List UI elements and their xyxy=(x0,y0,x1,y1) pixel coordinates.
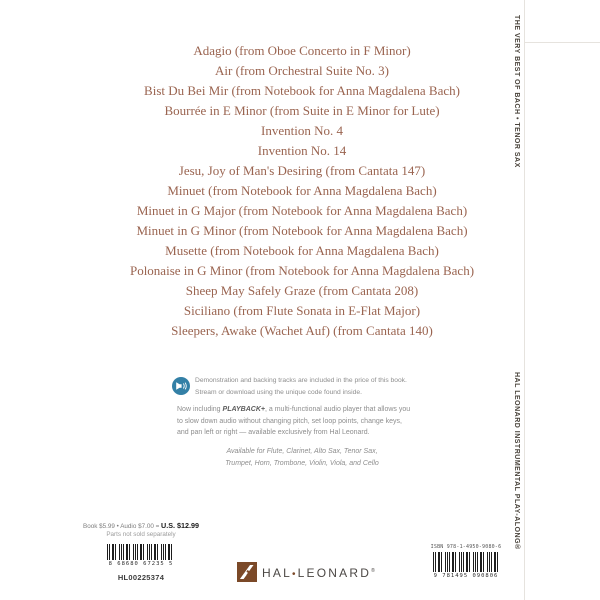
playback-brand: PLAYBACK+ xyxy=(222,406,265,413)
song-title: Musette (from Notebook for Anna Magdalena Bach) xyxy=(165,243,439,258)
upc-barcode-digits: 8 68680 67235 5 xyxy=(108,561,174,567)
song-title: Bist Du Bei Mir (from Notebook for Anna Magdalena Bach) xyxy=(144,83,460,98)
availability-note xyxy=(40,446,564,469)
logo-text-leonard: LEONARD xyxy=(297,566,372,580)
hal-leonard-logo xyxy=(237,562,375,584)
isbn-block xyxy=(416,544,516,579)
song-title: Minuet in G Minor (from Notebook for Anna Magdalena Bach) xyxy=(136,223,468,238)
availability-line: Trumpet, Horn, Trombone, Violin, Viola, and Cello xyxy=(225,459,379,467)
song-title: Siciliano (from Flute Sonata in E-Flat Major) xyxy=(183,303,421,318)
registered-mark: ® xyxy=(371,568,375,574)
song-title: Adagio (from Oboe Concerto in F Minor) xyxy=(193,43,411,58)
song-title: Minuet in G Major (from Notebook for Anna Magdalena Bach) xyxy=(136,203,468,218)
price-total: U.S. $12.99 xyxy=(161,521,199,530)
logo-dot: • xyxy=(291,569,298,580)
playback-suffix: , a multi-functional audio player that allows you xyxy=(265,406,411,413)
cover-edge-line xyxy=(524,0,525,600)
upc-barcode xyxy=(107,544,175,567)
catalog-number: HL00225374 xyxy=(117,573,165,582)
ean-barcode-bars xyxy=(433,552,499,572)
isbn-label: ISBN 978-1-4950-9080-6 xyxy=(430,544,502,550)
playback-note-line: to slow down audio without changing pitch, set loop points, change keys, xyxy=(177,417,402,425)
audio-note xyxy=(195,375,407,399)
song-title: Minuet (from Notebook for Anna Magdalena Bach) xyxy=(167,183,437,198)
price-regular: Book $5.99 • Audio $7.00 = xyxy=(83,523,162,530)
hal-leonard-logo-text xyxy=(262,566,375,580)
audio-speaker-icon xyxy=(172,377,190,395)
song-title: Bourrée in E Minor (from Suite in E Minor for Lute) xyxy=(164,103,440,118)
spine-title-text: THE VERY BEST OF BACH • TENOR SAX xyxy=(513,15,520,168)
audio-note-line: Stream or download using the unique code found inside. xyxy=(195,389,362,396)
song-title: Sleepers, Awake (Wachet Auf) (from Cantata 140) xyxy=(171,323,433,338)
song-title: Jesu, Joy of Man's Desiring (from Cantata 147) xyxy=(178,163,426,178)
cover-edge-line xyxy=(524,42,600,43)
playback-prefix: Now including xyxy=(177,406,223,413)
playback-note-line xyxy=(177,404,410,416)
spine-series-text: HAL LEONARD INSTRUMENTAL PLAY-ALONG® xyxy=(513,372,520,550)
price-line xyxy=(56,521,226,530)
audio-note-line: Demonstration and backing tracks are included in the price of this book. xyxy=(195,377,407,384)
song-title: Polonaise in G Minor (from Notebook for Anna Magdalena Bach) xyxy=(129,263,475,278)
availability-line: Available for Flute, Clarinet, Alto Sax, Tenor Sax, xyxy=(226,448,378,455)
playback-note-line: and pan left or right — available exclusively from Hal Leonard. xyxy=(177,429,370,436)
ean-barcode-digits: 9 781495 090806 xyxy=(433,573,499,579)
pricing-block xyxy=(56,521,226,538)
song-title: Sheep May Safely Graze (from Cantata 208) xyxy=(185,283,419,298)
song-list xyxy=(40,41,564,341)
upc-barcode-bars xyxy=(107,544,175,560)
song-title: Air (from Orchestral Suite No. 3) xyxy=(214,63,389,78)
playback-note xyxy=(177,404,410,439)
song-title: Invention No. 4 xyxy=(261,123,343,138)
hal-leonard-logo-icon xyxy=(237,562,257,582)
song-title: Invention No. 14 xyxy=(257,143,347,158)
logo-text-hal: HAL xyxy=(262,566,292,580)
ean-barcode xyxy=(416,552,516,579)
parts-note: Parts not sold separately xyxy=(106,531,176,538)
